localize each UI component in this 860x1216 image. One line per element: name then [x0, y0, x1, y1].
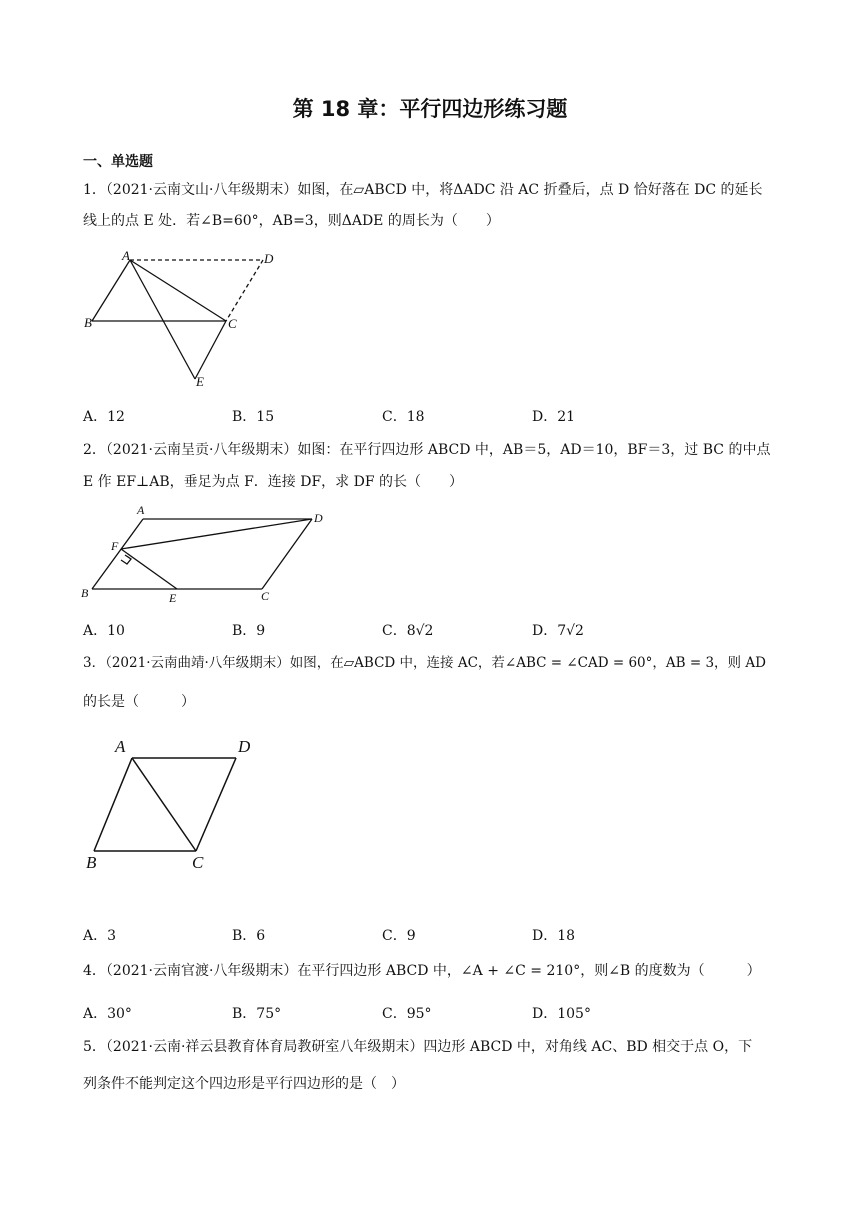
q3-option-d[interactable]: D．18	[532, 928, 576, 944]
question-3-line-1: 3．（2021·云南曲靖·八年级期末）如图，在▱ABCD 中，连接 AC，若∠ABC = ∠CAD = 60°，AB = 3，则 AD	[83, 655, 766, 671]
q1-option-b[interactable]: B．15	[232, 409, 275, 425]
section-heading: 一、单选题	[83, 154, 153, 170]
q4-option-b[interactable]: B．75°	[232, 1006, 282, 1022]
q1-label-e: E	[196, 374, 204, 389]
question-2-line-2: E 作 EF⊥AB，垂足为点 F．连接 DF，求 DF 的长（ ）	[83, 474, 464, 490]
question-3-line-2: 的长是（ ）	[83, 694, 195, 710]
q1-option-d[interactable]: D．21	[532, 409, 576, 425]
question-5-line-1: 5．（2021·云南·祥云县教育体育局教研室八年级期末）四边形 ABCD 中，对角线 AC、BD 相交于点 O，下	[83, 1039, 753, 1055]
q3-option-b[interactable]: B．6	[232, 928, 266, 944]
q3-label-c: C	[192, 853, 204, 872]
q2-option-b[interactable]: B．9	[232, 623, 266, 639]
question-1-figure	[80, 248, 290, 390]
q4-option-d[interactable]: D．105°	[532, 1006, 591, 1022]
q2-label-c: C	[261, 589, 270, 603]
q1-label-b: B	[84, 315, 92, 330]
q3-label-b: B	[86, 853, 97, 872]
q1-label-d: D	[264, 251, 274, 266]
q2-label-f: F	[111, 539, 119, 553]
q1-option-a[interactable]: A．12	[83, 409, 125, 425]
q2-option-d[interactable]: D．7√2	[532, 623, 584, 639]
q1-option-c[interactable]: C．18	[382, 409, 425, 425]
q3-option-c[interactable]: C．9	[382, 928, 416, 944]
question-2-line-1: 2．（2021·云南呈贡·八年级期末）如图：在平行四边形 ABCD 中，AB＝5，AD＝10，BF＝3，过 BC 的中点	[83, 442, 771, 458]
question-1-line-1: 1．（2021·云南文山·八年级期末）如图，在▱ABCD 中，将ΔADC 沿 AC 折叠后，点 D 恰好落在 DC 的延长	[83, 182, 763, 198]
question-4-line-1: 4．（2021·云南官渡·八年级期末）在平行四边形 ABCD 中，∠A + ∠C = 210°，则∠B 的度数为（ ）	[83, 963, 761, 979]
q2-label-a: A	[137, 503, 145, 517]
q4-option-a[interactable]: A．30°	[83, 1006, 132, 1022]
question-1-line-2: 线上的点 E 处．若∠B=60°，AB=3，则ΔADE 的周长为（ ）	[83, 213, 500, 229]
q1-label-c: C	[228, 316, 237, 331]
q1-label-a: A	[122, 248, 130, 263]
q2-label-e: E	[169, 591, 177, 605]
q3-label-d: D	[238, 737, 251, 756]
question-5-line-2: 列条件不能判定这个四边形是平行四边形的是（ ）	[83, 1076, 405, 1092]
q2-label-b: B	[81, 586, 89, 600]
q3-option-a[interactable]: A．3	[83, 928, 117, 944]
q2-option-a[interactable]: A．10	[83, 623, 125, 639]
q2-label-d: D	[314, 511, 323, 525]
q3-label-a: A	[115, 737, 126, 756]
q4-option-c[interactable]: C．95°	[382, 1006, 432, 1022]
question-2-figure	[78, 500, 338, 606]
question-3-figure	[78, 730, 278, 875]
q2-option-c[interactable]: C．8√2	[382, 623, 434, 639]
page-title: 第 18 章：平行四边形练习题	[292, 97, 568, 121]
